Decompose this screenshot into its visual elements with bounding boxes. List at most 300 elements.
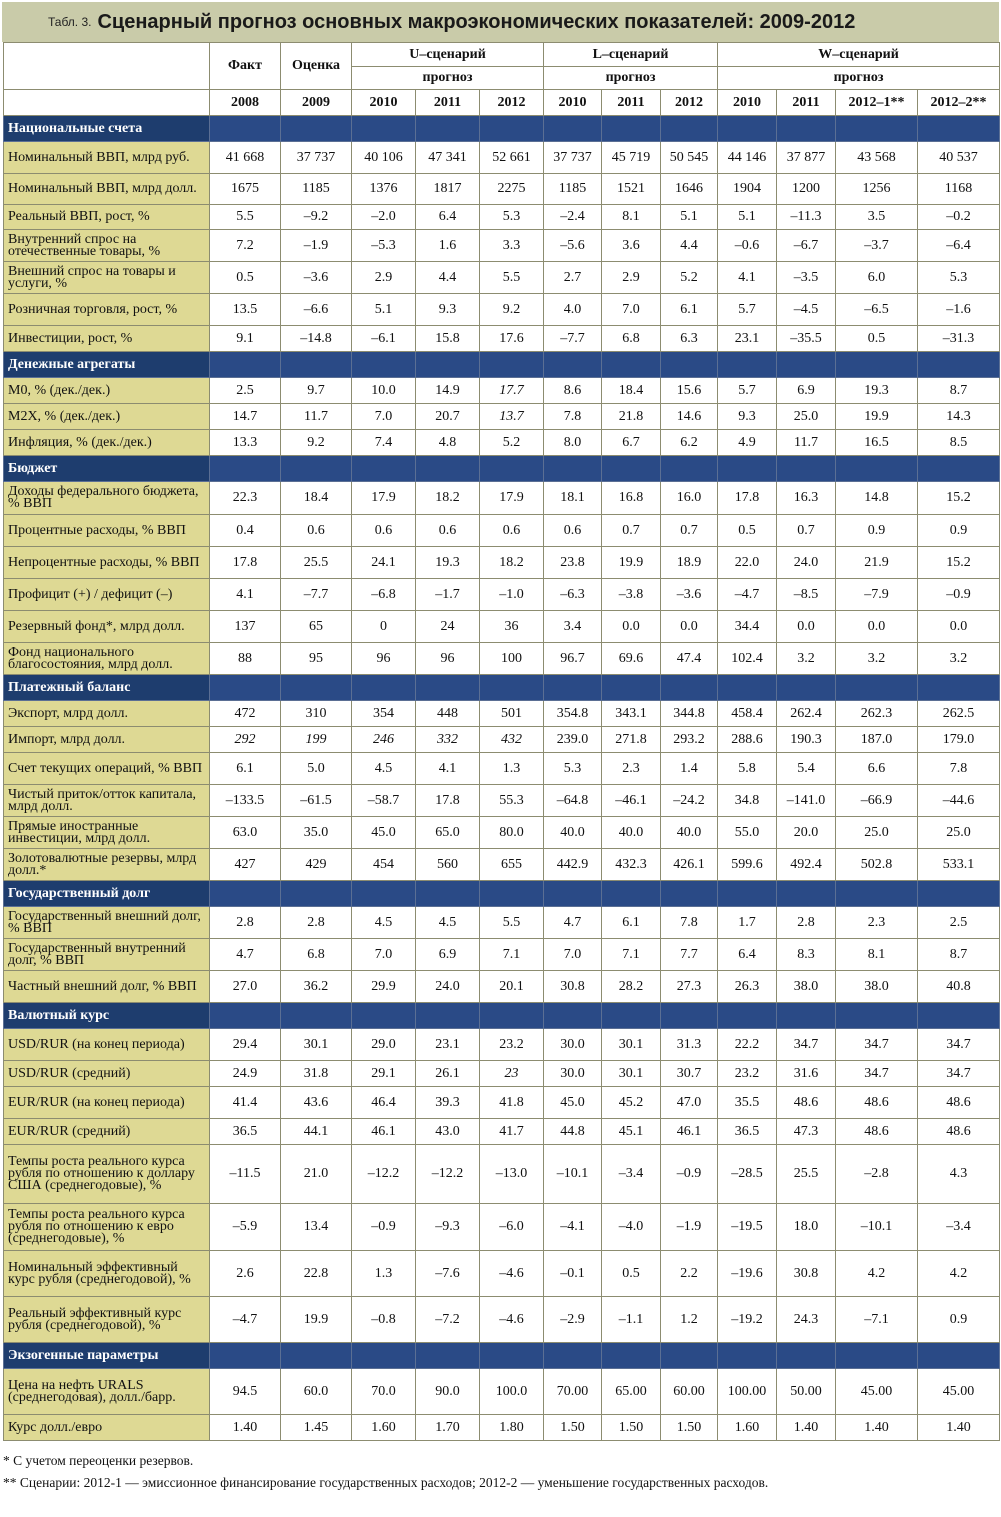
value-cell: –6.4 xyxy=(918,230,1000,262)
value-cell: 46.1 xyxy=(352,1119,416,1145)
row-label: Цена на нефть URALS (среднегодовая), долл./барр. xyxy=(4,1369,210,1415)
value-cell: 2.3 xyxy=(602,753,661,785)
section-header-cell xyxy=(918,456,1000,482)
value-cell: 2.8 xyxy=(210,907,281,939)
table-row xyxy=(4,643,1000,675)
value-cell: –2.0 xyxy=(352,205,416,230)
value-cell: 239.0 xyxy=(544,727,602,753)
value-cell: –4.5 xyxy=(777,294,836,326)
section-header-cell xyxy=(480,1343,544,1369)
value-cell: 2.6 xyxy=(210,1251,281,1297)
value-cell: 40 537 xyxy=(918,142,1000,174)
value-cell: 1256 xyxy=(836,174,918,205)
table-row xyxy=(4,205,1000,230)
value-cell: 48.6 xyxy=(836,1119,918,1145)
value-cell: 429 xyxy=(281,849,352,881)
value-cell: 8.7 xyxy=(918,939,1000,971)
value-cell: 50 545 xyxy=(661,142,718,174)
section-header-cell xyxy=(777,352,836,378)
value-cell: 8.1 xyxy=(836,939,918,971)
value-cell: –2.4 xyxy=(544,205,602,230)
value-cell: 25.5 xyxy=(281,547,352,579)
value-cell: 6.0 xyxy=(836,262,918,294)
section-header-cell xyxy=(281,352,352,378)
value-cell: 5.7 xyxy=(718,378,777,404)
section-title: Платежный баланс xyxy=(4,675,210,701)
value-cell: 427 xyxy=(210,849,281,881)
value-cell: –6.7 xyxy=(777,230,836,262)
value-cell: 0.6 xyxy=(544,515,602,547)
value-cell: 23 xyxy=(480,1061,544,1087)
section-header-cell xyxy=(661,352,718,378)
value-cell: 65.0 xyxy=(416,817,480,849)
section-header-cell xyxy=(777,881,836,907)
value-cell: 8.3 xyxy=(777,939,836,971)
value-cell: 39.3 xyxy=(416,1087,480,1119)
year-cell: 2011 xyxy=(777,90,836,116)
section-header-cell xyxy=(602,675,661,701)
value-cell: –0.1 xyxy=(544,1251,602,1297)
value-cell: –19.2 xyxy=(718,1297,777,1343)
value-cell: 560 xyxy=(416,849,480,881)
value-cell: –61.5 xyxy=(281,785,352,817)
value-cell: –10.1 xyxy=(544,1145,602,1204)
value-cell: 4.7 xyxy=(544,907,602,939)
value-cell: –11.3 xyxy=(777,205,836,230)
value-cell: 41.7 xyxy=(480,1119,544,1145)
section-header-cell xyxy=(210,881,281,907)
value-cell: 1.50 xyxy=(544,1415,602,1441)
section-header-row xyxy=(4,352,1000,378)
value-cell: –0.9 xyxy=(352,1204,416,1251)
value-cell: 246 xyxy=(352,727,416,753)
footnotes xyxy=(3,1453,999,1497)
value-cell: 0.7 xyxy=(777,515,836,547)
section-header-row xyxy=(4,116,1000,142)
value-cell: –7.1 xyxy=(836,1297,918,1343)
section-header-cell xyxy=(836,456,918,482)
value-cell: 293.2 xyxy=(661,727,718,753)
value-cell: 34.7 xyxy=(836,1061,918,1087)
value-cell: 23.2 xyxy=(480,1029,544,1061)
value-cell: 34.7 xyxy=(777,1029,836,1061)
header-u-scenario: U–сценарий xyxy=(352,43,544,67)
table-row xyxy=(4,753,1000,785)
value-cell: 5.1 xyxy=(661,205,718,230)
row-label: Внешний спрос на товары и услуги, % xyxy=(4,262,210,294)
value-cell: 34.4 xyxy=(718,611,777,643)
value-cell: –6.8 xyxy=(352,579,416,611)
value-cell: 60.0 xyxy=(281,1369,352,1415)
value-cell: 3.2 xyxy=(777,643,836,675)
value-cell: 18.0 xyxy=(777,1204,836,1251)
section-header-cell xyxy=(416,881,480,907)
value-cell: –133.5 xyxy=(210,785,281,817)
section-header-row xyxy=(4,1003,1000,1029)
section-title: Бюджет xyxy=(4,456,210,482)
row-label: Резервный фонд*, млрд долл. xyxy=(4,611,210,643)
value-cell: 1.70 xyxy=(416,1415,480,1441)
value-cell: –5.3 xyxy=(352,230,416,262)
year-cell: 2012–2** xyxy=(918,90,1000,116)
value-cell: 40.0 xyxy=(661,817,718,849)
row-label: Чистый приток/отток капитала, млрд долл. xyxy=(4,785,210,817)
section-header-cell xyxy=(602,352,661,378)
value-cell: 14.7 xyxy=(210,404,281,430)
value-cell: 17.9 xyxy=(480,482,544,515)
value-cell: 179.0 xyxy=(918,727,1000,753)
value-cell: 30.1 xyxy=(602,1061,661,1087)
section-header-cell xyxy=(718,116,777,142)
header-l-scenario: L–сценарий xyxy=(544,43,718,67)
table-row xyxy=(4,430,1000,456)
row-label: Инвестиции, рост, % xyxy=(4,326,210,352)
value-cell: 0.6 xyxy=(480,515,544,547)
value-cell: –28.5 xyxy=(718,1145,777,1204)
header-row-scenarios xyxy=(4,43,1000,67)
value-cell: 60.00 xyxy=(661,1369,718,1415)
value-cell: 1.40 xyxy=(210,1415,281,1441)
value-cell: 18.1 xyxy=(544,482,602,515)
section-header-cell xyxy=(918,675,1000,701)
section-header-cell xyxy=(352,881,416,907)
value-cell: 3.6 xyxy=(602,230,661,262)
value-cell: 17.7 xyxy=(480,378,544,404)
section-header-cell xyxy=(661,1003,718,1029)
value-cell: 29.9 xyxy=(352,971,416,1003)
section-header-cell xyxy=(661,675,718,701)
value-cell: 5.5 xyxy=(210,205,281,230)
value-cell: 432 xyxy=(480,727,544,753)
value-cell: –7.2 xyxy=(416,1297,480,1343)
value-cell: 2.2 xyxy=(661,1251,718,1297)
section-header-cell xyxy=(416,116,480,142)
value-cell: 63.0 xyxy=(210,817,281,849)
value-cell: 0.0 xyxy=(777,611,836,643)
value-cell: 43.6 xyxy=(281,1087,352,1119)
value-cell: –1.1 xyxy=(602,1297,661,1343)
value-cell: –4.1 xyxy=(544,1204,602,1251)
section-header-row xyxy=(4,1343,1000,1369)
value-cell: 1376 xyxy=(352,174,416,205)
section-header-cell xyxy=(544,352,602,378)
value-cell: 96 xyxy=(416,643,480,675)
value-cell: 6.8 xyxy=(602,326,661,352)
value-cell: 354 xyxy=(352,701,416,727)
value-cell: 15.6 xyxy=(661,378,718,404)
section-header-cell xyxy=(210,352,281,378)
value-cell: 288.6 xyxy=(718,727,777,753)
table-row xyxy=(4,785,1000,817)
row-label: Профицит (+) / дефицит (–) xyxy=(4,579,210,611)
value-cell: 16.0 xyxy=(661,482,718,515)
value-cell: 262.5 xyxy=(918,701,1000,727)
section-header-cell xyxy=(210,675,281,701)
table-row xyxy=(4,547,1000,579)
value-cell: 90.0 xyxy=(416,1369,480,1415)
value-cell: 18.2 xyxy=(480,547,544,579)
value-cell: 426.1 xyxy=(661,849,718,881)
value-cell: 7.8 xyxy=(918,753,1000,785)
value-cell: 36 xyxy=(480,611,544,643)
value-cell: 9.2 xyxy=(480,294,544,326)
value-cell: 45.2 xyxy=(602,1087,661,1119)
value-cell: 1.40 xyxy=(836,1415,918,1441)
value-cell: 31.8 xyxy=(281,1061,352,1087)
table-row xyxy=(4,482,1000,515)
value-cell: –4.6 xyxy=(480,1251,544,1297)
value-cell: 43 568 xyxy=(836,142,918,174)
value-cell: 45.1 xyxy=(602,1119,661,1145)
value-cell: 6.1 xyxy=(602,907,661,939)
value-cell: –3.7 xyxy=(836,230,918,262)
value-cell: –1.6 xyxy=(918,294,1000,326)
row-label: Счет текущих операций, % ВВП xyxy=(4,753,210,785)
value-cell: 16.3 xyxy=(777,482,836,515)
value-cell: 45.0 xyxy=(352,817,416,849)
table-row xyxy=(4,1145,1000,1204)
value-cell: 0.6 xyxy=(281,515,352,547)
table-row xyxy=(4,174,1000,205)
value-cell: 18.2 xyxy=(416,482,480,515)
value-cell: 5.2 xyxy=(661,262,718,294)
value-cell: 7.0 xyxy=(544,939,602,971)
value-cell: 1817 xyxy=(416,174,480,205)
section-header-cell xyxy=(480,352,544,378)
value-cell: 8.6 xyxy=(544,378,602,404)
header-years-label xyxy=(4,90,210,116)
value-cell: 15.2 xyxy=(918,482,1000,515)
value-cell: 100 xyxy=(480,643,544,675)
section-header-cell xyxy=(777,675,836,701)
row-label: Государственный внешний долг, % ВВП xyxy=(4,907,210,939)
section-header-cell xyxy=(210,1343,281,1369)
value-cell: 137 xyxy=(210,611,281,643)
value-cell: 1646 xyxy=(661,174,718,205)
value-cell: 21.0 xyxy=(281,1145,352,1204)
value-cell: 354.8 xyxy=(544,701,602,727)
value-cell: 21.8 xyxy=(602,404,661,430)
value-cell: 94.5 xyxy=(210,1369,281,1415)
year-cell: 2008 xyxy=(210,90,281,116)
value-cell: 4.2 xyxy=(836,1251,918,1297)
value-cell: 34.7 xyxy=(918,1061,1000,1087)
value-cell: 1.50 xyxy=(602,1415,661,1441)
value-cell: 30.0 xyxy=(544,1061,602,1087)
value-cell: –4.7 xyxy=(718,579,777,611)
value-cell: 27.3 xyxy=(661,971,718,1003)
value-cell: 3.4 xyxy=(544,611,602,643)
section-header-cell xyxy=(661,116,718,142)
value-cell: –58.7 xyxy=(352,785,416,817)
section-header-cell xyxy=(210,456,281,482)
value-cell: 1.3 xyxy=(352,1251,416,1297)
value-cell: 30.1 xyxy=(281,1029,352,1061)
value-cell: 31.3 xyxy=(661,1029,718,1061)
value-cell: 7.0 xyxy=(352,939,416,971)
value-cell: 0.9 xyxy=(918,515,1000,547)
value-cell: –46.1 xyxy=(602,785,661,817)
section-header-cell xyxy=(544,456,602,482)
value-cell: 41 668 xyxy=(210,142,281,174)
value-cell: 0.7 xyxy=(661,515,718,547)
table-row xyxy=(4,1204,1000,1251)
value-cell: 70.00 xyxy=(544,1369,602,1415)
value-cell: 30.7 xyxy=(661,1061,718,1087)
value-cell: 47.3 xyxy=(777,1119,836,1145)
value-cell: 30.0 xyxy=(544,1029,602,1061)
section-header-cell xyxy=(718,881,777,907)
value-cell: 11.7 xyxy=(281,404,352,430)
year-cell: 2012–1** xyxy=(836,90,918,116)
section-header-cell xyxy=(661,456,718,482)
table-row xyxy=(4,849,1000,881)
value-cell: –0.6 xyxy=(718,230,777,262)
value-cell: 20.0 xyxy=(777,817,836,849)
value-cell: 18.4 xyxy=(281,482,352,515)
value-cell: 6.1 xyxy=(661,294,718,326)
value-cell: 95 xyxy=(281,643,352,675)
value-cell: 24.1 xyxy=(352,547,416,579)
value-cell: 1185 xyxy=(544,174,602,205)
value-cell: 454 xyxy=(352,849,416,881)
value-cell: 22.3 xyxy=(210,482,281,515)
header-w-scenario: W–сценарий xyxy=(718,43,1000,67)
value-cell: 34.7 xyxy=(918,1029,1000,1061)
value-cell: 26.1 xyxy=(416,1061,480,1087)
value-cell: 0.0 xyxy=(661,611,718,643)
value-cell: 9.3 xyxy=(718,404,777,430)
header-w-forecast: прогноз xyxy=(718,67,1000,90)
value-cell: 14.6 xyxy=(661,404,718,430)
value-cell: 100.00 xyxy=(718,1369,777,1415)
value-cell: 11.7 xyxy=(777,430,836,456)
value-cell: 29.0 xyxy=(352,1029,416,1061)
section-header-cell xyxy=(544,675,602,701)
section-header-cell xyxy=(544,1003,602,1029)
value-cell: 6.4 xyxy=(416,205,480,230)
value-cell: –11.5 xyxy=(210,1145,281,1204)
value-cell: 24.3 xyxy=(777,1297,836,1343)
value-cell: 187.0 xyxy=(836,727,918,753)
value-cell: –141.0 xyxy=(777,785,836,817)
value-cell: 15.2 xyxy=(918,547,1000,579)
value-cell: 18.4 xyxy=(602,378,661,404)
section-header-cell xyxy=(718,456,777,482)
value-cell: 23.2 xyxy=(718,1061,777,1087)
value-cell: –19.6 xyxy=(718,1251,777,1297)
value-cell: 0.0 xyxy=(918,611,1000,643)
row-label: Инфляция, % (дек./дек.) xyxy=(4,430,210,456)
value-cell: 8.7 xyxy=(918,378,1000,404)
value-cell: 25.0 xyxy=(918,817,1000,849)
value-cell: –9.2 xyxy=(281,205,352,230)
header-estimate: Оценка xyxy=(281,43,352,90)
section-header-cell xyxy=(602,1003,661,1029)
value-cell: 48.6 xyxy=(918,1119,1000,1145)
section-header-cell xyxy=(777,1343,836,1369)
row-label: EUR/RUR (средний) xyxy=(4,1119,210,1145)
value-cell: –3.6 xyxy=(661,579,718,611)
value-cell: 45 719 xyxy=(602,142,661,174)
section-header-cell xyxy=(416,352,480,378)
section-header-cell xyxy=(281,1343,352,1369)
table-row xyxy=(4,378,1000,404)
row-label: USD/RUR (на конец периода) xyxy=(4,1029,210,1061)
section-header-cell xyxy=(918,1343,1000,1369)
section-header-cell xyxy=(352,456,416,482)
value-cell: –64.8 xyxy=(544,785,602,817)
section-title: Национальные счета xyxy=(4,116,210,142)
value-cell: 24.9 xyxy=(210,1061,281,1087)
value-cell: 31.6 xyxy=(777,1061,836,1087)
value-cell: 47 341 xyxy=(416,142,480,174)
table-row xyxy=(4,1415,1000,1441)
value-cell: 4.2 xyxy=(918,1251,1000,1297)
row-label: Розничная торговля, рост, % xyxy=(4,294,210,326)
value-cell: 10.0 xyxy=(352,378,416,404)
value-cell: 44.8 xyxy=(544,1119,602,1145)
value-cell: 17.8 xyxy=(416,785,480,817)
value-cell: 35.0 xyxy=(281,817,352,849)
value-cell: –3.4 xyxy=(918,1204,1000,1251)
table-row xyxy=(4,142,1000,174)
section-header-cell xyxy=(836,1343,918,1369)
value-cell: 0.5 xyxy=(602,1251,661,1297)
value-cell: 7.4 xyxy=(352,430,416,456)
value-cell: 23.1 xyxy=(416,1029,480,1061)
table-row xyxy=(4,404,1000,430)
value-cell: 5.4 xyxy=(777,753,836,785)
value-cell: 20.1 xyxy=(480,971,544,1003)
year-cell: 2009 xyxy=(281,90,352,116)
value-cell: 262.4 xyxy=(777,701,836,727)
row-label: EUR/RUR (на конец периода) xyxy=(4,1087,210,1119)
table-title-bar xyxy=(2,2,999,42)
value-cell: –4.7 xyxy=(210,1297,281,1343)
value-cell: 65 xyxy=(281,611,352,643)
value-cell: 332 xyxy=(416,727,480,753)
value-cell: 69.6 xyxy=(602,643,661,675)
section-header-cell xyxy=(661,881,718,907)
row-label: М0, % (дек./дек.) xyxy=(4,378,210,404)
value-cell: 4.8 xyxy=(416,430,480,456)
value-cell: 36.5 xyxy=(210,1119,281,1145)
value-cell: 4.5 xyxy=(416,907,480,939)
value-cell: 3.5 xyxy=(836,205,918,230)
value-cell: –0.8 xyxy=(352,1297,416,1343)
section-header-cell xyxy=(918,881,1000,907)
value-cell: –7.6 xyxy=(416,1251,480,1297)
value-cell: 36.5 xyxy=(718,1119,777,1145)
section-header-cell xyxy=(718,675,777,701)
section-header-row xyxy=(4,675,1000,701)
value-cell: 5.5 xyxy=(480,262,544,294)
value-cell: –4.6 xyxy=(480,1297,544,1343)
value-cell: 492.4 xyxy=(777,849,836,881)
value-cell: 4.1 xyxy=(210,579,281,611)
value-cell: 45.00 xyxy=(836,1369,918,1415)
value-cell: 5.7 xyxy=(718,294,777,326)
value-cell: –7.9 xyxy=(836,579,918,611)
value-cell: 17.8 xyxy=(718,482,777,515)
value-cell: 41.4 xyxy=(210,1087,281,1119)
value-cell: 1.6 xyxy=(416,230,480,262)
value-cell: 3.2 xyxy=(918,643,1000,675)
section-header-cell xyxy=(918,1003,1000,1029)
value-cell: 45.00 xyxy=(918,1369,1000,1415)
value-cell: 35.5 xyxy=(718,1087,777,1119)
